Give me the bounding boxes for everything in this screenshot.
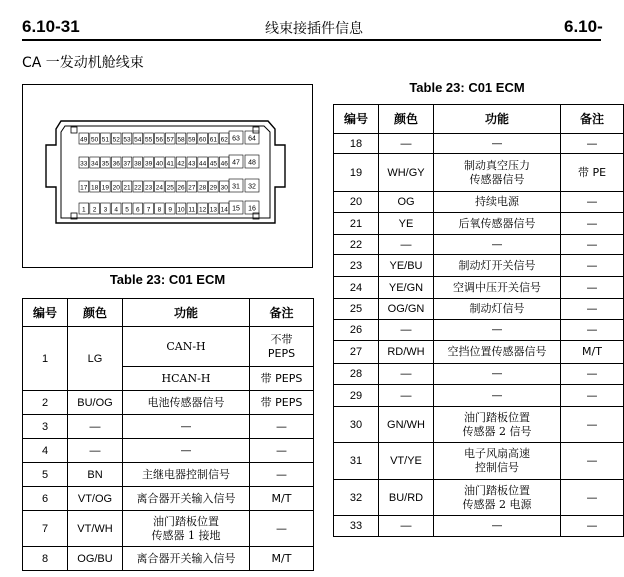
connector-pin-label: 12	[198, 206, 207, 214]
table-row	[334, 134, 624, 154]
pin-note: M/T	[250, 547, 314, 571]
header-color: 颜色	[68, 299, 123, 327]
pin-function: 油门踏板位置 传感器 2 信号	[434, 407, 561, 443]
table-row	[23, 547, 314, 571]
wire-color: OG/BU	[68, 547, 123, 571]
pin-note: —	[561, 277, 624, 299]
pin-function: —	[434, 516, 561, 537]
connector-pin-label: 24	[155, 184, 164, 192]
pin-number: 6	[23, 487, 68, 511]
pin-number: 2	[23, 391, 68, 415]
connector-pin-label: 34	[90, 160, 99, 168]
header-function: 功能	[123, 299, 250, 327]
pin-note: —	[561, 213, 624, 235]
table-row	[334, 480, 624, 516]
pin-note: —	[561, 364, 624, 385]
connector-pin-label: 1	[81, 206, 86, 214]
table-row	[23, 463, 314, 487]
connector-pin-label: 11	[188, 206, 196, 214]
wire-color: WH/GY	[379, 154, 434, 192]
pin-number: 4	[23, 439, 68, 463]
header-rule	[22, 39, 601, 41]
table-row	[334, 277, 624, 299]
connector-pin-label: 6	[135, 206, 140, 214]
left-pin-table	[22, 298, 314, 571]
pin-number: 18	[334, 134, 379, 154]
page-header-title: 线束接插件信息	[265, 21, 363, 37]
wire-color: RD/WH	[379, 341, 434, 364]
pin-note: —	[561, 299, 624, 320]
wire-color: GN/WH	[379, 407, 434, 443]
page-header	[0, 0, 601, 40]
connector-pin-label: 39	[144, 160, 153, 168]
pin-note: —	[250, 511, 314, 547]
connector-pin-label: 58	[177, 136, 185, 144]
pin-function: 油门踏板位置 传感器 2 电源	[434, 480, 561, 516]
pin-note: —	[561, 320, 624, 341]
right-table-caption: Table 23: C01 ECM	[409, 80, 525, 95]
connector-pin-label: 18	[90, 184, 99, 192]
table-row	[334, 364, 624, 385]
table-row	[334, 341, 624, 364]
connector-pin-label: 19	[101, 184, 110, 192]
table-row	[334, 213, 624, 235]
table-row	[23, 391, 314, 415]
connector-pin-label: 48	[248, 159, 256, 167]
pin-note: M/T	[561, 341, 624, 364]
connector-pin-label: 38	[134, 160, 142, 168]
connector-pin-label: 40	[155, 160, 164, 168]
right-pin-table	[333, 104, 624, 537]
table-header-row	[334, 105, 624, 134]
connector-pin-label: 5	[125, 206, 129, 214]
pin-number: 28	[334, 364, 379, 385]
header-note: 备注	[561, 105, 624, 134]
connector-pin-label: 59	[188, 136, 196, 144]
connector-pin-label: 63	[232, 135, 240, 143]
connector-pin-label: 46	[220, 160, 228, 168]
table-row	[334, 320, 624, 341]
pin-function: —	[434, 235, 561, 255]
pin-note: —	[250, 415, 314, 439]
pin-function: 油门踏板位置 传感器 1 接地	[123, 511, 250, 547]
left-table-caption: Table 23: C01 ECM	[109, 272, 226, 287]
table-row	[334, 192, 624, 213]
table-row	[334, 255, 624, 277]
connector-pin-label: 41	[166, 160, 174, 168]
pin-note: —	[250, 439, 314, 463]
connector-pin-label: 43	[188, 160, 196, 168]
pin-note: —	[561, 443, 624, 480]
connector-pin-label: 47	[232, 159, 240, 167]
wire-color: —	[68, 415, 123, 439]
connector-pin-label: 23	[144, 184, 153, 192]
wire-color: BU/OG	[68, 391, 123, 415]
connector-pin-label: 36	[112, 160, 120, 168]
connector-pin-label: 27	[188, 184, 196, 192]
pin-note: 带 PE	[561, 154, 624, 192]
connector-pin-label: 26	[177, 184, 185, 192]
pin-note: M/T	[250, 487, 314, 511]
wire-color: OG	[379, 192, 434, 213]
pin-function: 制动真空压力 传感器信号	[434, 154, 561, 192]
connector-pin-label: 3	[103, 206, 108, 214]
pin-number: 27	[334, 341, 379, 364]
pin-function: 制动灯信号	[434, 299, 561, 320]
connector-pin-label: 9	[168, 206, 173, 214]
connector-pin-label: 56	[155, 136, 164, 144]
connector-pin-label: 8	[157, 206, 162, 214]
wire-color: VT/YE	[379, 443, 434, 480]
connector-pin-label: 4	[114, 206, 119, 214]
pin-function: 电池传感器信号	[123, 391, 250, 415]
connector-pin-label: 61	[209, 136, 218, 144]
pin-function: 空调中压开关信号	[434, 277, 561, 299]
table-row	[334, 299, 624, 320]
wire-color: —	[379, 385, 434, 407]
pin-function: —	[434, 134, 561, 154]
header-number: 编号	[334, 105, 379, 134]
table-row	[23, 415, 314, 439]
pin-function: HCAN-H	[123, 367, 250, 391]
table-row	[23, 487, 314, 511]
wire-color: —	[379, 364, 434, 385]
pin-number: 25	[334, 299, 379, 320]
table-row	[23, 327, 314, 367]
connector-pin-label: 16	[248, 205, 256, 213]
table-row	[334, 516, 624, 537]
pin-function: —	[123, 415, 250, 439]
pin-note: 带 PEPS	[250, 367, 314, 391]
pin-number: 23	[334, 255, 379, 277]
table-row	[334, 385, 624, 407]
connector-drawing	[23, 85, 311, 266]
pin-number: 26	[334, 320, 379, 341]
pin-number: 7	[23, 511, 68, 547]
connector-pin-label: 15	[232, 205, 240, 213]
wire-color: BU/RD	[379, 480, 434, 516]
pin-function: —	[434, 385, 561, 407]
pin-number: 19	[334, 154, 379, 192]
connector-pin-label: 49	[80, 136, 88, 144]
page-number-left: 6.10-31	[22, 17, 80, 36]
pin-note: —	[561, 480, 624, 516]
pin-note: —	[561, 516, 624, 537]
connector-pin-label: 35	[101, 160, 110, 168]
pin-function: —	[434, 320, 561, 341]
header-number: 编号	[23, 299, 68, 327]
pin-number: 22	[334, 235, 379, 255]
connector-pin-label: 13	[209, 206, 218, 214]
wire-color: VT/OG	[68, 487, 123, 511]
connector-pin-label: 22	[134, 184, 142, 192]
table-row	[334, 235, 624, 255]
wire-color: LG	[68, 327, 123, 391]
pin-number: 21	[334, 213, 379, 235]
wire-color: VT/WH	[68, 511, 123, 547]
wire-color: —	[379, 516, 434, 537]
wire-color: —	[379, 235, 434, 255]
wire-color: BN	[68, 463, 123, 487]
pin-function: —	[434, 364, 561, 385]
connector-diagram	[22, 84, 313, 268]
table-row	[334, 154, 624, 192]
wire-color: YE	[379, 213, 434, 235]
pin-number: 3	[23, 415, 68, 439]
wire-color: YE/GN	[379, 277, 434, 299]
connector-pin-label: 42	[177, 160, 185, 168]
pin-number: 5	[23, 463, 68, 487]
pin-function: 离合器开关输入信号	[123, 547, 250, 571]
table-row	[334, 443, 624, 480]
pin-note: —	[561, 385, 624, 407]
connector-pin-label: 29	[209, 184, 218, 192]
pin-number: 30	[334, 407, 379, 443]
header-color: 颜色	[379, 105, 434, 134]
connector-pin-label: 55	[144, 136, 153, 144]
connector-pin-label: 45	[209, 160, 218, 168]
header-function: 功能	[434, 105, 561, 134]
wire-color: OG/GN	[379, 299, 434, 320]
connector-pin-label: 44	[198, 160, 207, 168]
connector-pin-label: 17	[80, 184, 88, 192]
connector-pin-label: 37	[123, 160, 131, 168]
pin-number: 1	[23, 327, 68, 391]
pin-number: 24	[334, 277, 379, 299]
connector-pin-label: 32	[248, 183, 256, 191]
connector-pin-label: 7	[146, 206, 151, 214]
connector-pin-label: 31	[232, 183, 240, 191]
connector-pin-label: 53	[123, 136, 131, 144]
pin-note: 不带 PEPS	[250, 327, 314, 367]
connector-pin-label: 21	[123, 184, 131, 192]
connector-pin-label: 14	[220, 206, 228, 214]
table-row	[334, 407, 624, 443]
connector-pin-label: 64	[248, 135, 256, 143]
pin-number: 33	[334, 516, 379, 537]
connector-pin-label: 54	[134, 136, 142, 144]
pin-function: —	[123, 439, 250, 463]
connector-pin-label: 52	[112, 136, 120, 144]
connector-pin-label: 30	[220, 184, 228, 192]
pin-number: 8	[23, 547, 68, 571]
pin-number: 31	[334, 443, 379, 480]
connector-pin-label: 50	[90, 136, 99, 144]
pin-number: 29	[334, 385, 379, 407]
connector-pin-label: 62	[220, 136, 228, 144]
connector-pin-label: 57	[166, 136, 174, 144]
table-row	[23, 439, 314, 463]
section-title: CA 一发动机舱线束	[22, 55, 144, 71]
pin-note: —	[250, 463, 314, 487]
pin-function: 主继电器控制信号	[123, 463, 250, 487]
pin-function: 电子风扇高速 控制信号	[434, 443, 561, 480]
header-note: 备注	[250, 299, 314, 327]
connector-pin-label: 51	[101, 136, 110, 144]
pin-function: 离合器开关输入信号	[123, 487, 250, 511]
connector-pin-label: 33	[80, 160, 88, 168]
table-header-row	[23, 299, 314, 327]
pin-note: —	[561, 134, 624, 154]
wire-color: —	[379, 134, 434, 154]
connector-pin-label: 25	[166, 184, 174, 192]
pin-number: 20	[334, 192, 379, 213]
pin-function: 制动灯开关信号	[434, 255, 561, 277]
wire-color: —	[379, 320, 434, 341]
connector-pin-label: 60	[198, 136, 207, 144]
pin-number: 32	[334, 480, 379, 516]
pin-note: 带 PEPS	[250, 391, 314, 415]
pin-note: —	[561, 235, 624, 255]
pin-note: —	[561, 407, 624, 443]
pin-function: 后氧传感器信号	[434, 213, 561, 235]
wire-color: —	[68, 439, 123, 463]
pin-function: CAN-H	[123, 327, 250, 367]
connector-pin-label: 28	[198, 184, 207, 192]
connector-pin-label: 2	[92, 206, 97, 214]
wire-color: YE/BU	[379, 255, 434, 277]
pin-function: 持续电源	[434, 192, 561, 213]
connector-pin-label: 20	[112, 184, 120, 192]
pin-note: —	[561, 192, 624, 213]
pin-function: 空挡位置传感器信号	[434, 341, 561, 364]
page-number-right: 6.10-	[564, 17, 603, 36]
table-row	[23, 511, 314, 547]
connector-pin-label: 10	[177, 206, 185, 214]
pin-note: —	[561, 255, 624, 277]
